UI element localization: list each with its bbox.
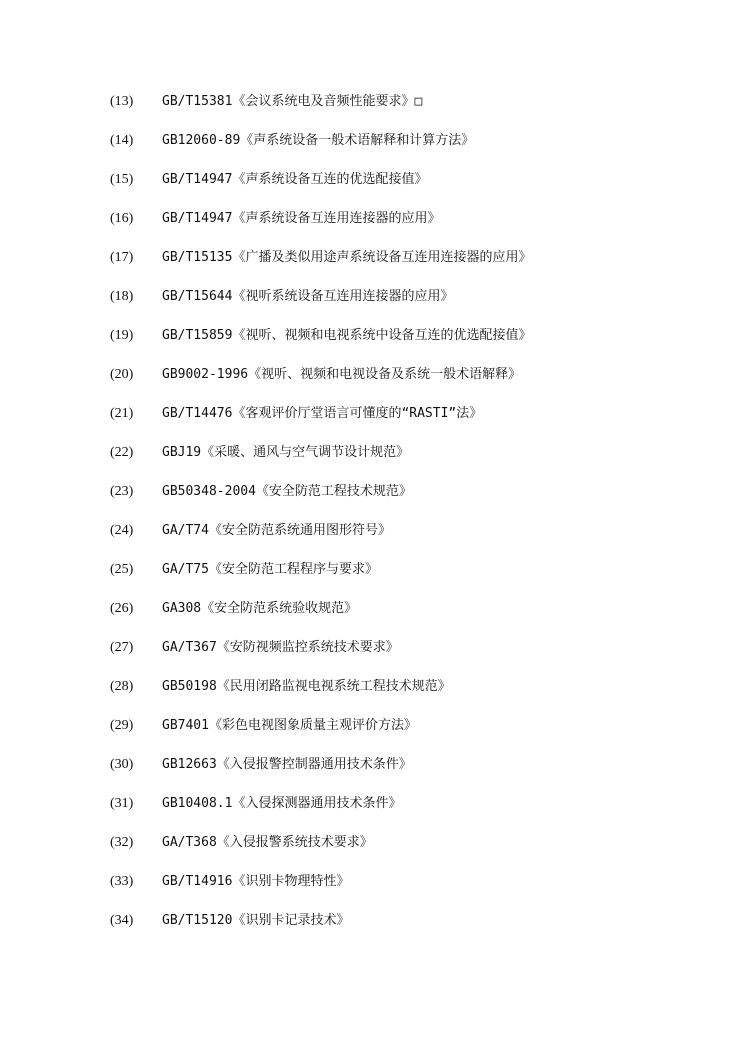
item-number: (17) [110, 250, 134, 265]
list-item [0, 169, 744, 208]
item-text: GB/T15381《会议系统电及音频性能要求》□ [162, 94, 423, 109]
item-number: (26) [110, 601, 134, 616]
list-item [0, 871, 744, 910]
item-text: GB50198《民用闭路监视电视系统工程技术规范》 [162, 679, 451, 694]
item-number: (19) [110, 328, 134, 343]
item-text: GB12060-89《声系统设备一般术语解释和计算方法》 [162, 133, 475, 148]
item-number: (22) [110, 445, 134, 460]
item-text: GB10408.1《入侵探测器通用技术条件》 [162, 796, 402, 811]
list-item [0, 793, 744, 832]
item-text: GA/T368《入侵报警系统技术要求》 [162, 835, 373, 850]
item-number: (33) [110, 874, 134, 889]
list-item [0, 403, 744, 442]
item-number: (24) [110, 523, 134, 538]
item-text: GB9002-1996《视听、视频和电视设备及系统一般术语解释》 [162, 367, 522, 382]
item-number: (21) [110, 406, 134, 421]
list-item [0, 715, 744, 754]
item-text: GA/T74《安全防范系统通用图形符号》 [162, 523, 391, 538]
item-text: GA/T367《安防视频监控系统技术要求》 [162, 640, 399, 655]
item-number: (23) [110, 484, 134, 499]
item-text: GB50348-2004《安全防范工程技术规范》 [162, 484, 412, 499]
item-number: (20) [110, 367, 134, 382]
item-text: GB/T14947《声系统设备互连的优选配接值》 [162, 172, 428, 187]
item-text: GB/T15120《识别卡记录技术》 [162, 913, 350, 928]
item-number: (13) [110, 94, 134, 109]
item-number: (25) [110, 562, 134, 577]
list-item [0, 754, 744, 793]
item-number: (18) [110, 289, 134, 304]
item-text: GB7401《彩色电视图象质量主观评价方法》 [162, 718, 417, 733]
list-item [0, 208, 744, 247]
list-item [0, 637, 744, 676]
item-number: (16) [110, 211, 134, 226]
list-item [0, 91, 744, 130]
item-text: GA/T75《安全防范工程程序与要求》 [162, 562, 378, 577]
list-item [0, 559, 744, 598]
list-item [0, 910, 744, 949]
list-item [0, 832, 744, 871]
item-number: (15) [110, 172, 134, 187]
list-item [0, 598, 744, 637]
list-item [0, 286, 744, 325]
item-text: GB/T14916《识别卡物理特性》 [162, 874, 350, 889]
list-item [0, 130, 744, 169]
list-item [0, 481, 744, 520]
item-number: (31) [110, 796, 134, 811]
list-item [0, 520, 744, 559]
item-number: (30) [110, 757, 134, 772]
item-text: GB12663《入侵报警控制器通用技术条件》 [162, 757, 412, 772]
item-number: (28) [110, 679, 134, 694]
item-number: (29) [110, 718, 134, 733]
item-text: GB/T14476《客观评价厅堂语言可懂度的“RASTI”法》 [162, 406, 483, 421]
list-item [0, 364, 744, 403]
item-text: GA308《安全防范系统验收规范》 [162, 601, 358, 616]
item-text: GB/T15135《广播及类似用途声系统设备互连用连接器的应用》 [162, 250, 532, 265]
item-number: (34) [110, 913, 134, 928]
list-item [0, 247, 744, 286]
item-number: (14) [110, 133, 134, 148]
item-text: GB/T14947《声系统设备互连用连接器的应用》 [162, 211, 441, 226]
item-text: GBJ19《采暖、通风与空气调节设计规范》 [162, 445, 410, 460]
list-item [0, 325, 744, 364]
list-item [0, 442, 744, 481]
item-number: (27) [110, 640, 134, 655]
item-text: GB/T15644《视听系统设备互连用连接器的应用》 [162, 289, 454, 304]
item-text: GB/T15859《视听、视频和电视系统中设备互连的优选配接值》 [162, 328, 532, 343]
standards-list [0, 91, 744, 949]
list-item [0, 676, 744, 715]
item-number: (32) [110, 835, 134, 850]
